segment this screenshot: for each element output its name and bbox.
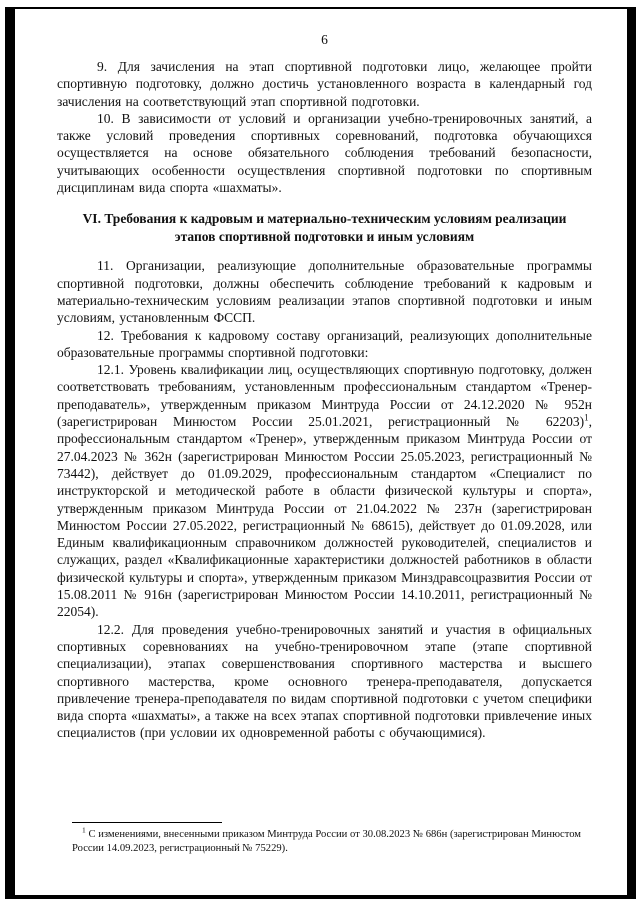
footnote-reference: 1: [584, 412, 589, 423]
footnote-section: [72, 822, 581, 855]
footnote: [72, 825, 581, 855]
paragraph-9: 9. Для зачисления на этап спортивной подготовки лицо, желающее пройти спортивную подготовку, должно достичь установленного возраста в календарный год зачисления на соответствующий этап спортивной подготовки.: [57, 59, 592, 109]
paragraph-text: 12.1. Уровень квалификации лиц, осуществляющих спортивную подготовку, должен соответствовать требованиям, установленным профессиональным стандартом «Тренер-преподаватель», утвержденным приказом Минтруда России от 24.12.2020 № 952н (зарегистрирован Минюстом России 25.01.2021, регистрационный № 62203): [57, 362, 592, 430]
paragraph-12-2: 12.2. Для проведения учебно-тренировочных занятий и участия в официальных спортивных соревнованиях на учебно-тренировочном этапе (этапе спортивной специализации), этапах совершенствования спортивного мастерства и высшего спортивного мастерства, кроме основного тренера-преподавателя, допускается привлечение тренера-преподавателя по видам спортивной подготовки с учетом специфики вида спорта «шахматы», а также на всех этапах спортивной подготовки привлечение иных специалистов (при условии их одновременной работы с обучающимися).: [57, 621, 592, 741]
footnote-marker: 1: [82, 825, 86, 835]
paragraph-text: , профессиональным стандартом «Тренер», утвержденным приказом Минтруда России от 27.04.2023 № 362н (зарегистрирован Минюстом России 25.05.2023, регистрационный № 73442), действует до 01.09.2029, профессиональным стандартом «Специалист по инструкторской и методической работе в области физической культуры и спорта», утвержденным приказом Минтруда России от 21.04.2022 № 237н (зарегистрирован Минюстом России 27.05.2022, регистрационный № 68615), действует до 01.09.2028, или Единым квалификационным справочником должностей руководителей, специалистов и служащих, раздел «Квалификационные характеристики должностей работников в области физической культуры и спорта», утвержденным приказом Минздравсоцразвития России от 15.08.2011 № 916н (зарегистрирован Минюстом России 14.10.2011, регистрационный № 22054).: [57, 414, 592, 620]
paragraph-10: 10. В зависимости от условий и организации учебно-тренировочных занятий, а также условий проведения спортивных соревнований, подготовка обучающихся осуществляется на основе обязательного соблюдения требований безопасности, учитывающих особенности осуществления спортивной подготовки по спортивным дисциплинам вида спорта «шахматы».: [57, 110, 592, 196]
section-heading: VI. Требования к кадровым и материально-техническим условиям реализации этапов спортивной подготовки и иным условиям: [82, 211, 567, 244]
page-content: [15, 9, 627, 895]
paragraph-12: 12. Требования к кадровому составу организаций, реализующих дополнительные образовательные программы спортивной подготовки:: [57, 327, 592, 360]
page-number: 6: [321, 32, 328, 47]
footnote-divider: [72, 822, 222, 823]
footnote-text: С изменениями, внесенными приказом Минтруда России от 30.08.2023 № 686н (зарегистрирован Минюстом России 14.09.2023, регистрационный № 75229).: [72, 829, 581, 854]
paragraph-12-1: [57, 361, 592, 620]
paragraph-11: 11. Организации, реализующие дополнительные образовательные программы спортивной подготовки, должны обеспечить соблюдение требований к кадровым и материально-техническим условиям реализации этапов спортивной подготовки и иным условиям, установленным ФССП.: [57, 258, 592, 326]
